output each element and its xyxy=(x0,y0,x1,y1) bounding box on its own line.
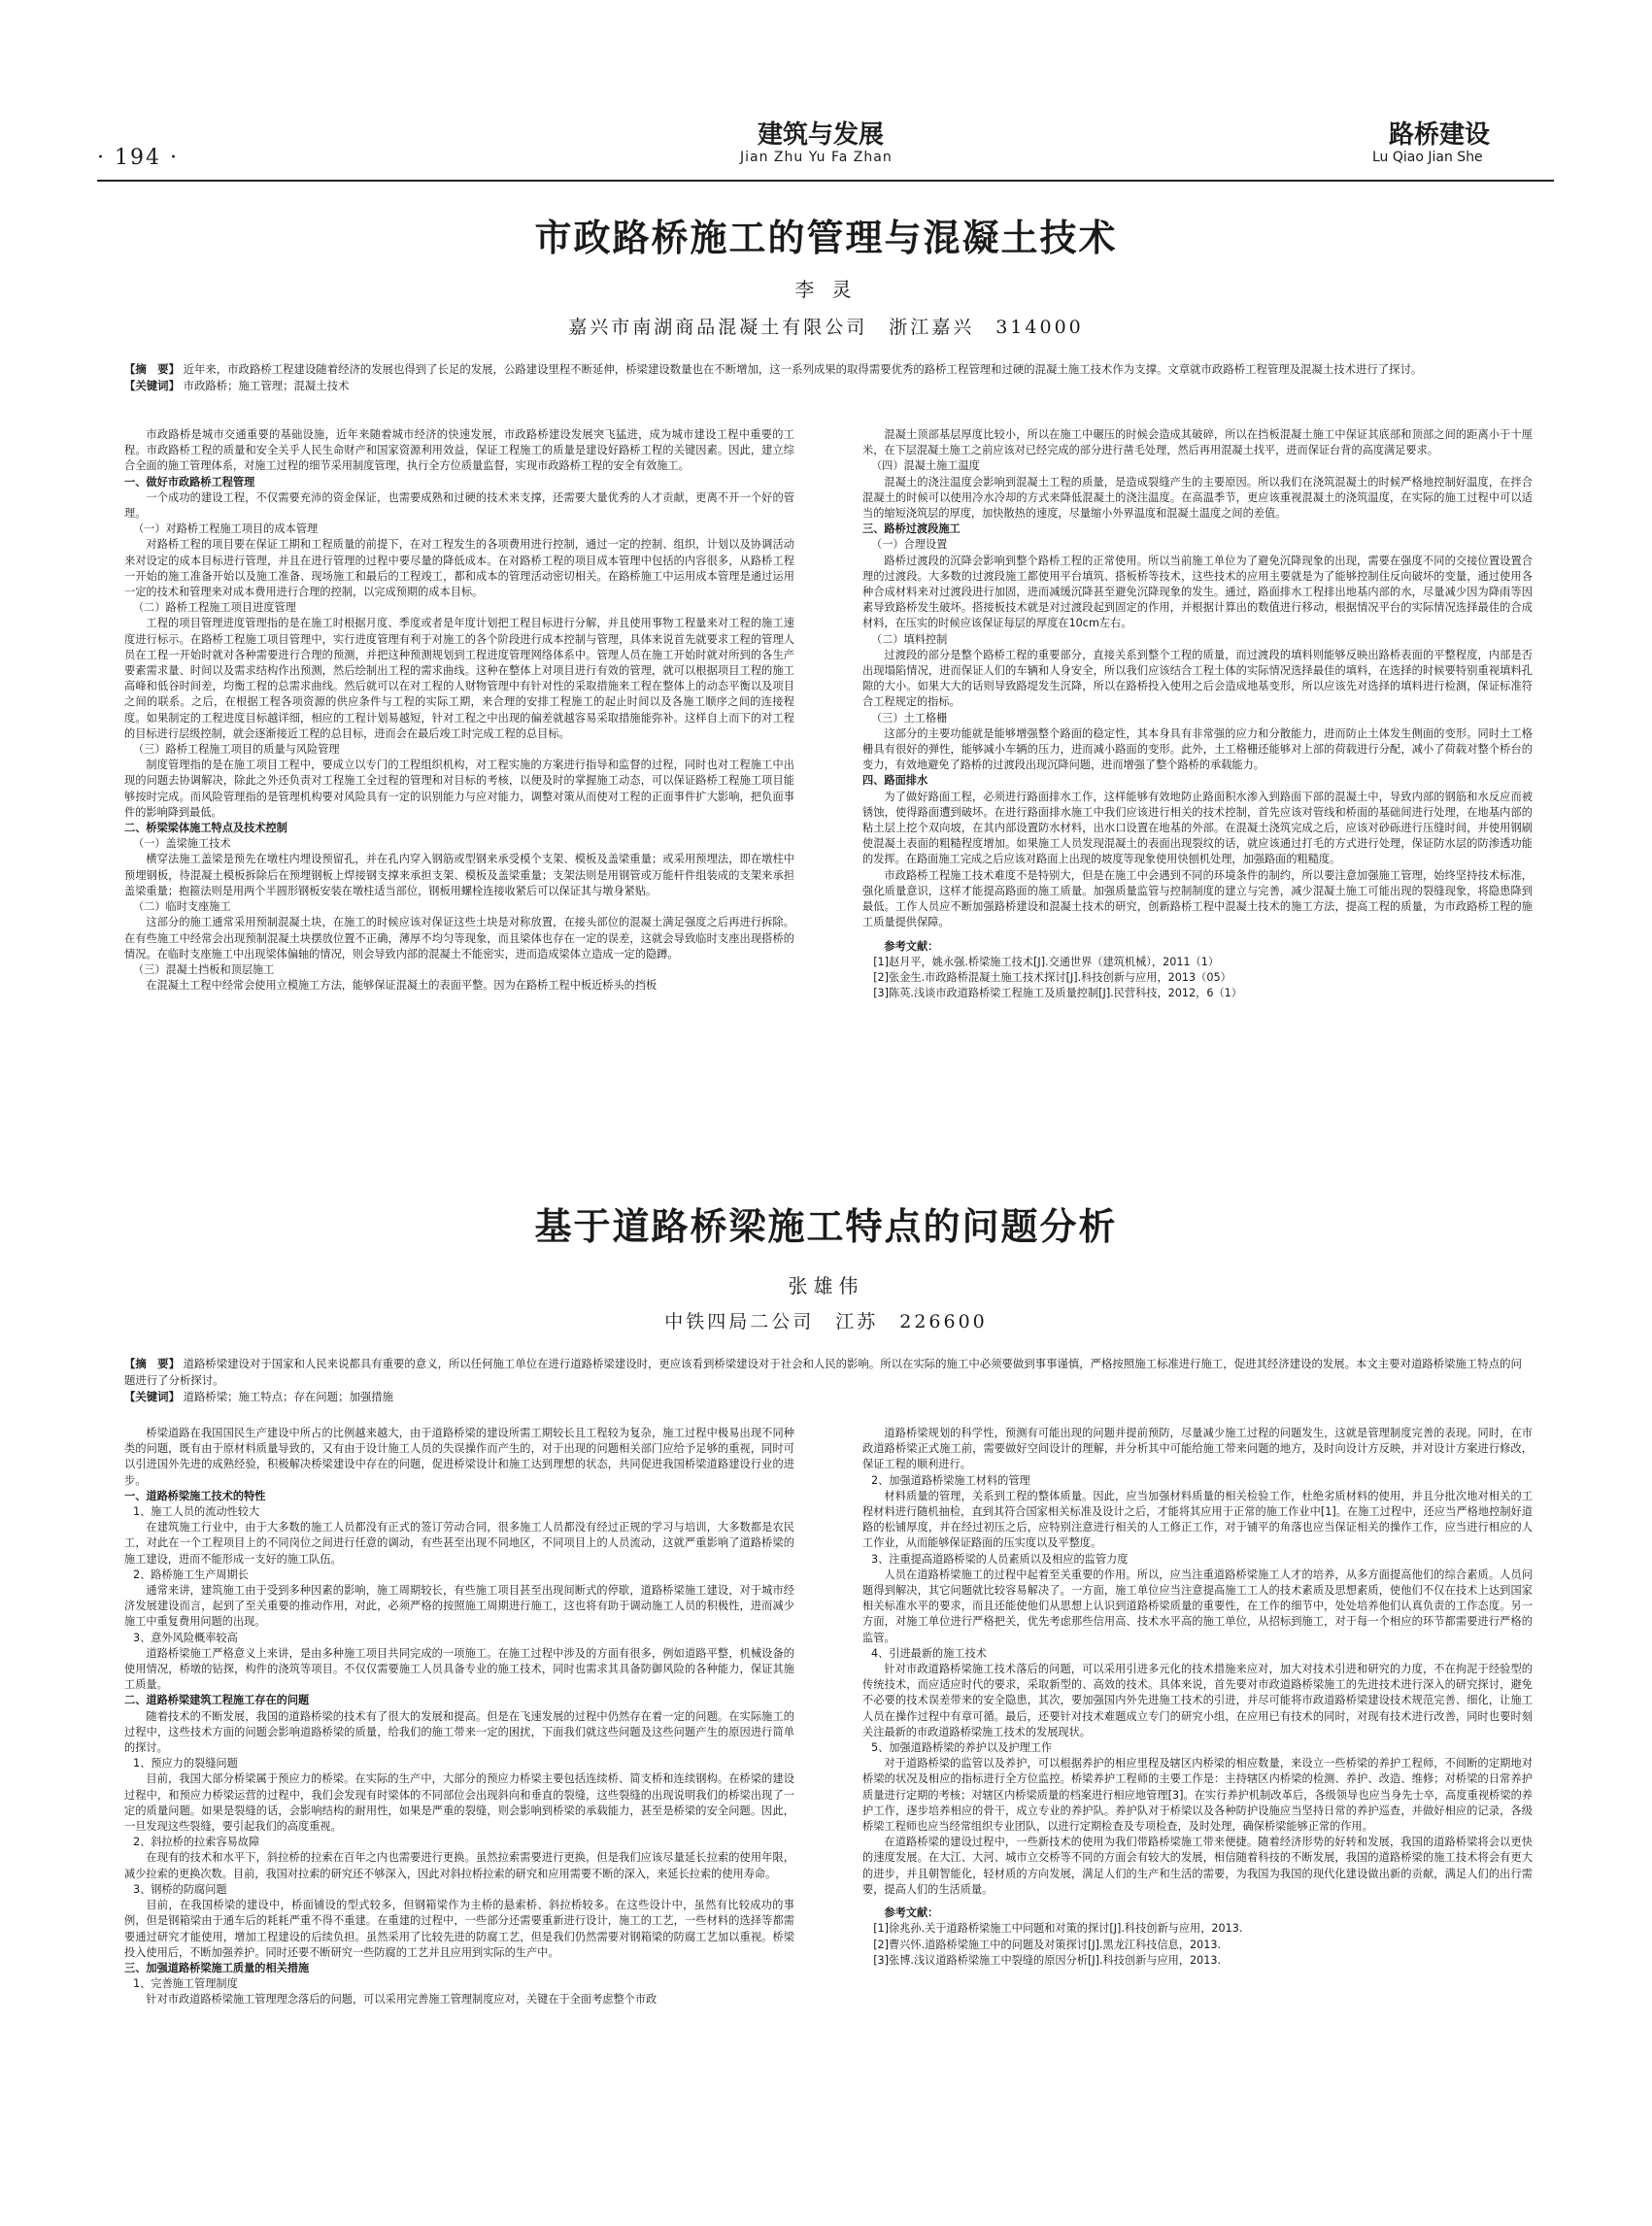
article2-author: 张雄伟 xyxy=(788,1274,864,1298)
subsection-heading: （一）合理设置 xyxy=(870,538,948,552)
article1-abstract xyxy=(124,361,1533,394)
paragraph: 针对市政道路桥梁施工管理理念落后的问题，可以采用完善施工管理制度应对，关键在于全面考虑整个市政 xyxy=(146,1993,657,2007)
subsection-heading: 3、钢桥的防腐问题 xyxy=(132,1882,227,1896)
journal-title: 建筑与发展 xyxy=(758,120,885,150)
article1-author: 李 灵 xyxy=(794,278,858,301)
reference-item: [1]徐兆孙.关于道路桥梁施工中问题和对策的探讨[J].科技创新与应用，2013. xyxy=(873,1922,1243,1936)
subsection-heading: （二）路桥工程施工项目进度管理 xyxy=(132,601,296,615)
paragraph: 制度管理指的是在施工项目工程中，要成立以专门的工程组织机构，对工程实施的方案进行指导和监督的过程，同时也对工程施工中出现的问题去协调解决，除此之外还负责对工程施工全过程的管理和对目标的考核，以便及时的掌握施工动态，可以保证路桥工程施工项目能够按时完成。而风险管理指的是管理机构要对风险具有一定的识别能力与应对能力，调整对策从而使对工程的正面事件扩大影响，把负面事件的影响降到最低。 xyxy=(124,759,794,819)
subsection-heading: 1、完善施工管理制度 xyxy=(132,1977,238,1991)
paragraph: 市政路桥是城市交通重要的基础设施，近年来随着城市经济的快速发展，市政路桥建设发展突飞猛进，成为城市建设工程中重要的工程。市政路桥工程的质量和安全关乎人民生命财产和国家资源利用效益，保证工程施工的质量是建设好路桥工程的关键因素。因此，建立综合全面的施工管理体系，对施工过程的细节采用制度管理，执行全方位质量监督，实现市政路桥工程的安全有效施工。 xyxy=(124,428,794,473)
header-rule xyxy=(97,180,1554,182)
subsection-heading: 4、引进最新的施工技术 xyxy=(870,1646,987,1660)
paragraph: 对于道路桥梁的监管以及养护，可以根据养护的相应里程及辖区内桥梁的相应数量，来设立一些桥梁的养护工程师，不间断的定期地对桥梁的状况及相应的指标进行全方位监控。桥梁养护工程师的主要工作是：主持辖区内桥梁的检测、养护、改造、维修；对桥梁的日常养护质量进行定期的考核；对辖区内桥梁质量的档案进行相应地管理[3]。在实行养护机制改革后，各级领导也应当身先士卒，高度重视桥梁的养护工作，逐步培养相应的骨干，成立专业的养护队。养护队对于桥梁以及各种防护设施应当坚持日常的养护巡查，并做好相应的记录，各级桥梁工程师也应当经常组织专业团队，以进行定期检查及专项检查，及时处理，确保桥梁能够正常的作用。 xyxy=(862,1757,1533,1834)
paragraph: 道路桥梁规划的科学性，预测有可能出现的问题并提前预防，尽量减少施工过程的问题发生，这就是管理制度完善的表现。同时，在市政道路桥梁正式施工前，需要做好空间设计的理解，并分析其中可能给施工带来问题的地方，及时向设计方反映，并对设计方案进行修改，保证工程的顺利进行。 xyxy=(862,1427,1533,1471)
paragraph: 为了做好路面工程，必须进行路面排水工作，这样能够有效地防止路面积水渗入到路面下部的混凝土中，导致内部的钢筋和水反应而被锈蚀，使得路面遭到破坏。在进行路面排水施工中我们应该进行相关的技术控制，首先应该对管线和桥面的基础间进行处理，在地基内部的粘土层上挖个双向坡，在其内部设置防水材料，出水口设置在地基的外部。在混凝土浇筑完成之后，应该对砂砾进行压缝时间，并使用钢刷使混凝土表面的粗糙程度增加。如果施工人员发现混凝土的表面出现裂纹的话，就应该通过打毛的方式进行处理，保证防水层的防渗透功能的发挥。在路面施工完成之后应该对路面上出现的坡度等现象使用快刨机处理，加强路面的粗糙度。 xyxy=(862,790,1533,866)
journal-pinyin: Jian Zhu Yu Fa Zhan xyxy=(740,150,893,165)
paragraph: 道路桥梁施工严格意义上来讲，是由多种施工项目共同完成的一项施工。在施工过程中涉及的方面有很多，例如道路平整，机械设备的使用情况，桥墩的钻探，构件的浇筑等项目。不仅仅需要施工人员具备专业的施工技术，同时也需求其具备防御风险的各种能力，保证其施工质量。 xyxy=(124,1646,794,1692)
paragraph: 一个成功的建设工程，不仅需要充沛的资金保证，也需要成熟和过硬的技术来支撑，还需要大量优秀的人才贡献，更离不开一个好的管理。 xyxy=(124,490,794,521)
article1-affiliation: 嘉兴市南湖商品混凝土有限公司 浙江嘉兴 314000 xyxy=(568,317,1084,338)
subsection-heading: 2、加强道路桥梁施工材料的管理 xyxy=(870,1473,1030,1487)
subsection-heading: 2、斜拉桥的拉索容易故障 xyxy=(132,1836,260,1849)
paragraph: 在现有的技术和水平下，斜拉桥的拉索在百年之内也需要进行更换。虽然拉索需要进行更换，但是我们应该尽量延长拉索的使用年限，减少拉索的更换次数。目前，我国对拉索的研究还不够深入，因此对斜拉桥拉索的研究和应用需要不断的深入，来延长拉索的使用寿命。 xyxy=(124,1851,794,1880)
keywords-text: 市政路桥；施工管理；混凝土技术 xyxy=(183,379,350,392)
reference-item: [3]陈英.浅谈市政道路桥梁工程施工及质量控制[J].民营科技，2012，6（1） xyxy=(873,987,1242,1000)
subsection-heading: （四）混凝土施工温度 xyxy=(870,459,980,473)
subsection-heading: 3、意外风险概率较高 xyxy=(132,1631,238,1644)
section-heading: 三、加强道路桥梁施工质量的相关措施 xyxy=(124,1961,310,1974)
subsection-heading: 5、加强道路桥梁的养护以及护理工作 xyxy=(870,1741,1053,1755)
abstract-text: 道路桥梁建设对于国家和人民来说都具有重要的意义，所以任何施工单位在进行道路桥梁建设时，更应该看到桥梁建设对于社会和人民的影响。所以在实际的施工中必须要做到事事谨慎，严格按照施工标准进行施工，促进其经济建设的发展。本文主要对道路桥梁施工特点的问题进行了分析探讨。 xyxy=(124,1357,1522,1387)
references-heading: 参考文献： xyxy=(884,939,939,953)
paragraph: 混凝土顶部基层厚度比较小，所以在施工中碾压的时候会造成其破碎，所以在挡板混凝土施工中保证其底部和顶部之间的距离小于十厘米，在下层混凝土施工之前应该对已经完成的部分进行凿毛处理，然后再用混凝土找平，进而保证台背的高度满足要求。 xyxy=(862,428,1533,457)
paragraph: 材料质量的管理，关系到工程的整体质量。因此，应当加强材料质量的相关检验工作，杜绝劣质材料的使用，并且分批次地对相关的工程材料进行随机抽检，直到其符合国家相关标准及设计之后，才能将其应用于正常的施工作业中[1]。在施工过程中，还应当严格地控制好道路的松铺厚度，并在经过初压之后，应特别注意进行相关的人工修正工作，对于铺平的角落也应当保证相关的操作工作，应当进行相应的人工作业，从而能够保证路面的压实度以及平整度。 xyxy=(862,1489,1533,1550)
paragraph: 市政路桥工程施工技术难度不是特别大，但是在施工中会遇到不同的环境条件的制约，所以要注意加强施工管理，始终坚持技术标准，强化质量意识，这样才能提高路面的施工质量。加强质量监管与控制制度的建立与完善，减少混凝土施工可能出现的裂缝现象，将隐患降到最低。工作人员应不断加强路桥建设和混凝土技术的研究，创新路桥工程中混凝土技术的施工方法，提高工程的质量，为市政路桥工程的施工质量提供保障。 xyxy=(862,868,1533,929)
article1-column-left xyxy=(124,427,794,994)
article1-column-right xyxy=(862,427,1533,1001)
paragraph: 目前，在我国桥梁的建设中，桥面铺设的型式较多，但钢箱梁作为主桥的悬索桥、斜拉桥较多。在这些设计中，虽然有比较成功的事例，但是钢箱梁由于通车后的耗耗严重不得不重建。在重建的过程中，一些部分还需要重新进行设计，施工的工艺，一些材料的选择等都需要通过研究才能使用，增加工程建设的后续负担。虽然采用了比较先进的防腐工艺，但是我们仍然需要对钢箱梁的防腐工艺加以重视。桥梁投入使用后，不断加强养护。同时还要不断研究一些防腐的工艺并且应用到实际的生产中。 xyxy=(124,1899,794,1959)
paragraph: 横穿法施工盖梁是预先在墩柱内埋设预留孔，并在孔内穿入钢筋或型钢来承受模个支架、模板及盖梁重量；或采用预埋法，即在墩柱中预埋钢板，待混凝土模板拆除后在预埋钢板上焊接钢支撑来承担支架、模板及盖梁重量；支架法则是用钢管或万能杆件组装成的支架来承担盖梁重量；抱箍法则是用两个半圆形钢板安装在墩柱适当部位，钢板用螺栓连接收紧后可以保证其与墩身紧贴。 xyxy=(124,853,794,897)
paragraph: 过渡段的部分是整个路桥工程的重要部分，直接关系到整个工程的质量，而过渡段的填料则能够反映出路桥表面的平整程度，内部是否出现塌陷情况，进而保证人们的车辆和人身安全，所以我们应该结合工程土体的实际情况选择最佳的填料，在选择的时候要特别重视填料孔隙的大小。如果大大的话则导致路堤发生沉降，所以在路桥投入使用之后会造成地基变形，所以应该先对选择的填料进行检测，保证标准符合工程规定的指标。 xyxy=(862,648,1533,709)
section-heading: 一、做好市政路桥工程管理 xyxy=(124,475,255,489)
subsection-heading: （二）临时支座施工 xyxy=(132,900,231,914)
subsection-heading: （三）混凝土挡板和顶层施工 xyxy=(132,962,275,976)
reference-item: [2]张金生.市政路桥混凝土施工技术探讨[J].科技创新与应用，2013（05） xyxy=(873,970,1231,984)
reference-item: [2]曹兴怀.道路桥梁施工中的问题及对策探讨[J].黑龙江科技信息，2013. xyxy=(873,1938,1222,1951)
subsection-heading: 1、预应力的裂缝问题 xyxy=(132,1757,238,1771)
keywords-label: 【关键词】 xyxy=(124,1390,180,1403)
paragraph: 工程的项目管理进度管理指的是在施工时根据月度、季度或者是年度计划把工程目标进行分解，并且使用事物工程量来对工程的施工速度进行标示。在路桥工程施工项目管理中，实行进度管理有利于对施工的各个阶段进行成本控制与管理，具体来说首先就要求工程的管理人员在工程一开始时就对各种需要进行合理的预测，并把这种预测规划到工程进度管理网络体系中。管理人员在施工开始时就对所到的各生产要素需求量、时间以及需求结构作出预测，然后绘制出工程的需求曲线。这种在整体上对项目进行有效的管理，就可以根据项目工程的施工高峰和低谷时间差，均衡工程的总需求曲线。然后就可以在对工程的人财物管理中有针对性的采取措施来工程在整体上的动态平衡以及项目之间的联系。之后，在根据工程各项资源的供应条件与工程的实际工期，来合理的安排工程施工的起止时间以及各施工顺序之间的连接程度。如果制定的工程进度目标越详细，相应的工程计划易越短，针对工程之中出现的偏差就越容易采取措施能弥补。这样自上而下的对工程的目标进行层级控制，就会逐渐接近工程的总目标，进而会在最后竣工时完成工程的总目标。 xyxy=(124,617,794,740)
section-heading: 二、桥梁梁体施工特点及技术控制 xyxy=(124,822,287,835)
paragraph: 桥梁道路在我国国民生产建设中所占的比例越来越大，由于道路桥梁的建设所需工期较长且工程较为复杂，施工过程中极易出现不同种类的问题，既有由于原材料质量导致的，又有由于设计施工人员的失误操作而产生的，对于出现的问题相关部门应给予足够的重视，同时可以引进国外先进的成熟经验，积极解决桥梁建设中存在的问题，促进桥梁设计和施工达到理想的状态，共同促进我国桥梁道路建设行业的进步。 xyxy=(124,1427,794,1487)
paragraph: 这部分的施工通常采用预制混凝土块，在施工的时候应该对保证这些土块是对称放置，在接头部位的混凝土满足强度之后再进行拆除。在有些施工中经常会出现预制混凝土块摆放位置不正确，薄厚不均匀等现象，而且梁体也存在一定的误差，这就会导致临时支座出现搭桥的情况。在临时支座施工中出现梁体偏轴的情况，则会导致内部的混凝土不能密实，进而造成梁体立造成一定的隐蹲。 xyxy=(124,916,794,961)
section-heading: 三、路桥过渡段施工 xyxy=(862,523,961,536)
section-pinyin: Lu Qiao Jian She xyxy=(1372,150,1483,165)
subsection-heading: （三）路桥工程施工项目的质量与风险管理 xyxy=(132,743,340,757)
paragraph: 目前，我国大部分桥梁属于预应力的桥梁。在实际的生产中，大部分的预应力桥梁主要包括连续桥、简支桥和连续钢构。在桥梁的建设过程中，和预应力桥梁运营的过程中，我们会发现有时梁体的不同部位会出现斜向和垂直的裂缝，这些裂缝的出现说明我们的桥梁出现了一定的质量问题。如果是裂缝的话，会影响结构的耐用性，如果是严重的裂缝，则会影响到桥梁的承载能力，甚至是桥梁的安全问题。因此，一旦发现这些裂缝，要引起我们的高度重视。 xyxy=(124,1772,794,1834)
paragraph: 针对市政道路桥梁施工技术落后的问题，可以采用引进多元化的技术措施来应对，加大对技术引进和研究的力度，不在拘泥于经验型的传统技术，而应适应时代的要求，采取新型的、高效的技术。具体来说，首先要对市政道路桥梁施工的先进技术进行深入的研究探讨，避免不必要的技术误差带来的安全隐患，其次，要加强国内外先进施工技术的引进，并尽可能将市政道路桥梁建设技术规范完善、细化，让施工人员在操作过程中有章可循。最后，还要针对技术难题成立专门的研究小组，在应用已有技术的同时，对现有技术进行改善，同时也要时刻关注最新的市政道路桥梁施工技术的发展现状。 xyxy=(862,1663,1533,1738)
subsection-heading: （一）对路桥工程施工项目的成本管理 xyxy=(132,523,319,536)
paragraph: 在建筑施工行业中，由于大多数的施工人员都没有正式的签订劳动合同，很多施工人员都没有经过正规的学习与培训，大多数都是农民工，对此在一个工程项目上的不同岗位之间进行任意的调动，有些甚至出现不同地区，不同项目上的人员流动，这就严重影响了道路桥梁的施工建设，进而不能形成一支好的施工队伍。 xyxy=(124,1521,794,1566)
reference-item: [1]赵月平，姚永强.桥梁施工技术[J].交通世界（建筑机械），2011（1） xyxy=(873,955,1220,968)
paragraph: 人员在道路桥梁施工的过程中起着至关重要的作用。所以，应当注重道路桥梁施工人才的培养，从多方面提高他们的综合素质。人员问题得到解决，其它问题就比较容易解决了。一方面，施工单位应当注意提高施工工人的技术素质及思想素质，使他们不仅在技术上达到国家相关标准水平的要求，而且还能使他们从思想上认识到道路桥梁质量的重要性，在工作的细节中，处处培养他们认真负责的工作态度。另一方面，对施工单位进行严格把关，优先考虑那些信用高、技术水平高的施工单位，从招标到施工，对于每一个相应的环节都需要进行严格的监管。 xyxy=(862,1568,1533,1644)
subsection-heading: 2、路桥施工生产周期长 xyxy=(132,1568,249,1581)
article2-title: 基于道路桥梁施工特点的问题分析 xyxy=(534,1204,1118,1248)
paragraph: 通常来讲，建筑施工由于受到多种因素的影响，施工周期较长，有些施工项目甚至出现间断式的停歇，道路桥梁施工建设，对于城市经济发展建设而言，起到了至关重要的推动作用，对此，必须严格的按照施工周期进行施工，这也将有助于调动施工人员的积极性，进而减少施工中重复费用问题的出现。 xyxy=(124,1584,794,1629)
subsection-heading: 3、注重提高道路桥梁的人员素质以及相应的监管力度 xyxy=(870,1552,1129,1566)
section-heading: 四、路面排水 xyxy=(862,774,928,788)
abstract-label: 【摘 要】 xyxy=(124,362,180,376)
section-title: 路桥建设 xyxy=(1389,120,1491,150)
page-number: · 194 · xyxy=(97,146,179,170)
abstract-label: 【摘 要】 xyxy=(124,1357,180,1370)
subsection-heading: （一）盖梁施工技术 xyxy=(132,837,231,851)
subsection-heading: （三）土工格栅 xyxy=(870,711,948,725)
paragraph: 这部分的主要功能就是能够增强整个路面的稳定性，其本身具有非常强的应力和分散能力，进而防止土体发生侧面的变形。同时土工格栅具有很好的弹性，能够减小车辆的压力，进而减小路面的变形。此外，土工格栅还能够对上部的荷载进行分配，减小了荷载对整个桥台的变力，有效地避免了路桥的过渡段出现沉降问题，进而增强了整个路桥的承载能力。 xyxy=(862,726,1533,772)
paragraph: 混凝土的浇注温度会影响到混凝土工程的质量，是造成裂缝产生的主要原因。所以我们在浇筑混凝土的时候严格地控制好温度，在拌合混凝土的时候可以使用冷水冷却的方式来降低混凝土的浇注温度。在高温季节，更应该重视混凝土的浇筑温度，在实际的施工过程中可以适当的缩短浇筑层的厚度，加快散热的速度，尽量缩小外界温度和混凝土温度之间的差值。 xyxy=(862,475,1533,521)
keywords-label: 【关键词】 xyxy=(124,379,180,392)
subsection-heading: （二）填料控制 xyxy=(870,632,948,646)
article2-column-right xyxy=(862,1426,1533,1969)
article2-abstract xyxy=(124,1356,1533,1405)
paragraph: 在道路桥梁的建设过程中，一些新技术的使用为我们带路桥梁施工带来便捷。随着经济形势的好转和发展，我国的道路桥梁将会以更快的速度发展。在大江、大河、城市立交桥等不同的方面会有较大的发展，相信随着科技的不断发展，我国的道路桥梁的施工技术将会有更大的进步，并且朝智能化，轻材质的方向发展，满足人们的生产和生活的需要，为我国为我国的现代化建设做出新的贡献，满足人们的出行需要，提高人们的生活质量。 xyxy=(862,1836,1533,1896)
abstract-text: 近年来，市政路桥工程建设随着经济的发展也得到了长足的发展，公路建设里程不断延伸，桥梁建设数量也在不断增加，这一系列成果的取得需要优秀的路桥工程管理和过硬的混凝土施工技术作为支撑。文章就市政路桥工程管理及混凝土技术进行了探讨。 xyxy=(183,362,1423,376)
keywords-text: 道路桥梁；施工特点；存在问题；加强措施 xyxy=(183,1390,394,1403)
section-heading: 二、道路桥梁建筑工程施工存在的问题 xyxy=(124,1694,310,1707)
section-heading: 一、道路桥梁施工技术的特性 xyxy=(124,1489,266,1502)
subsection-heading: 1、施工人员的流动性较大 xyxy=(132,1505,260,1519)
paragraph: 随着技术的不断发展，我国的道路桥梁的技术有了很大的发展和提高。但是在飞速发展的过程中仍然存在着一定的问题。在实际施工的过程中，这些技术方面的问题会影响道路桥梁的质量，给我们的施工带来一定的困扰，下面我们就这些问题及这些问题产生的原因进行简单的探讨。 xyxy=(124,1709,794,1755)
references-heading: 参考文献： xyxy=(884,1906,939,1920)
paragraph: 对路桥工程的项目要在保证工期和工程质量的前提下，在对工程发生的各项费用进行控制，通过一定的控制、组织，计划以及协调活动来对设定的成本目标进行管理，并且在进行管理的过程中要尽量的降低成本。在对路桥工程的项目成本管理中包括的内容很多，从路桥工程一开始的施工准备开始以及施工准备、现场施工和最后的工程竣工，都和成本的管理活动密切相关。在路桥施工中运用成本管理是通过运用一定的技术和管理来对成本费用进行合理的控制，以完成预期的成本目标。 xyxy=(124,538,794,599)
paragraph: 在混凝土工程中经常会使用立模施工方法，能够保证混凝土的表面平整。因为在路桥工程中板近桥头的挡板 xyxy=(146,979,657,993)
reference-item: [3]张博.浅议道路桥梁施工中裂缝的原因分析[J].科技创新与应用，2013. xyxy=(873,1953,1222,1967)
article2-column-left xyxy=(124,1426,794,2008)
paragraph: 路桥过渡段的沉降会影响到整个路桥工程的正常使用。所以当前施工单位为了避免沉降现象的出现，需要在强度不同的交接位置设置合理的过渡段。大多数的过渡段施工都使用平台填筑、搭板桥等技术，这些技术的应用主要就是为了能够控制住反向破坏的变量，通过使用各种合成材料来对过渡段进行加固，进而减缓沉降甚至避免沉降现象的发生。通过，路面排水工程排出地基内部的水，尽量减少因为降雨等因素导致路桥发生破坏。搭接板技术就是对过渡段起到固定的作用，并根据计算出的数值进行移动，根据情况平台的实际情况选择最佳的合成材料，在压实的时候应该保证每层的厚度在10cm左右。 xyxy=(862,554,1533,630)
article1-title: 市政路桥施工的管理与混凝土技术 xyxy=(534,216,1118,259)
article2-affiliation: 中铁四局二公司 江苏 226600 xyxy=(664,1311,988,1332)
